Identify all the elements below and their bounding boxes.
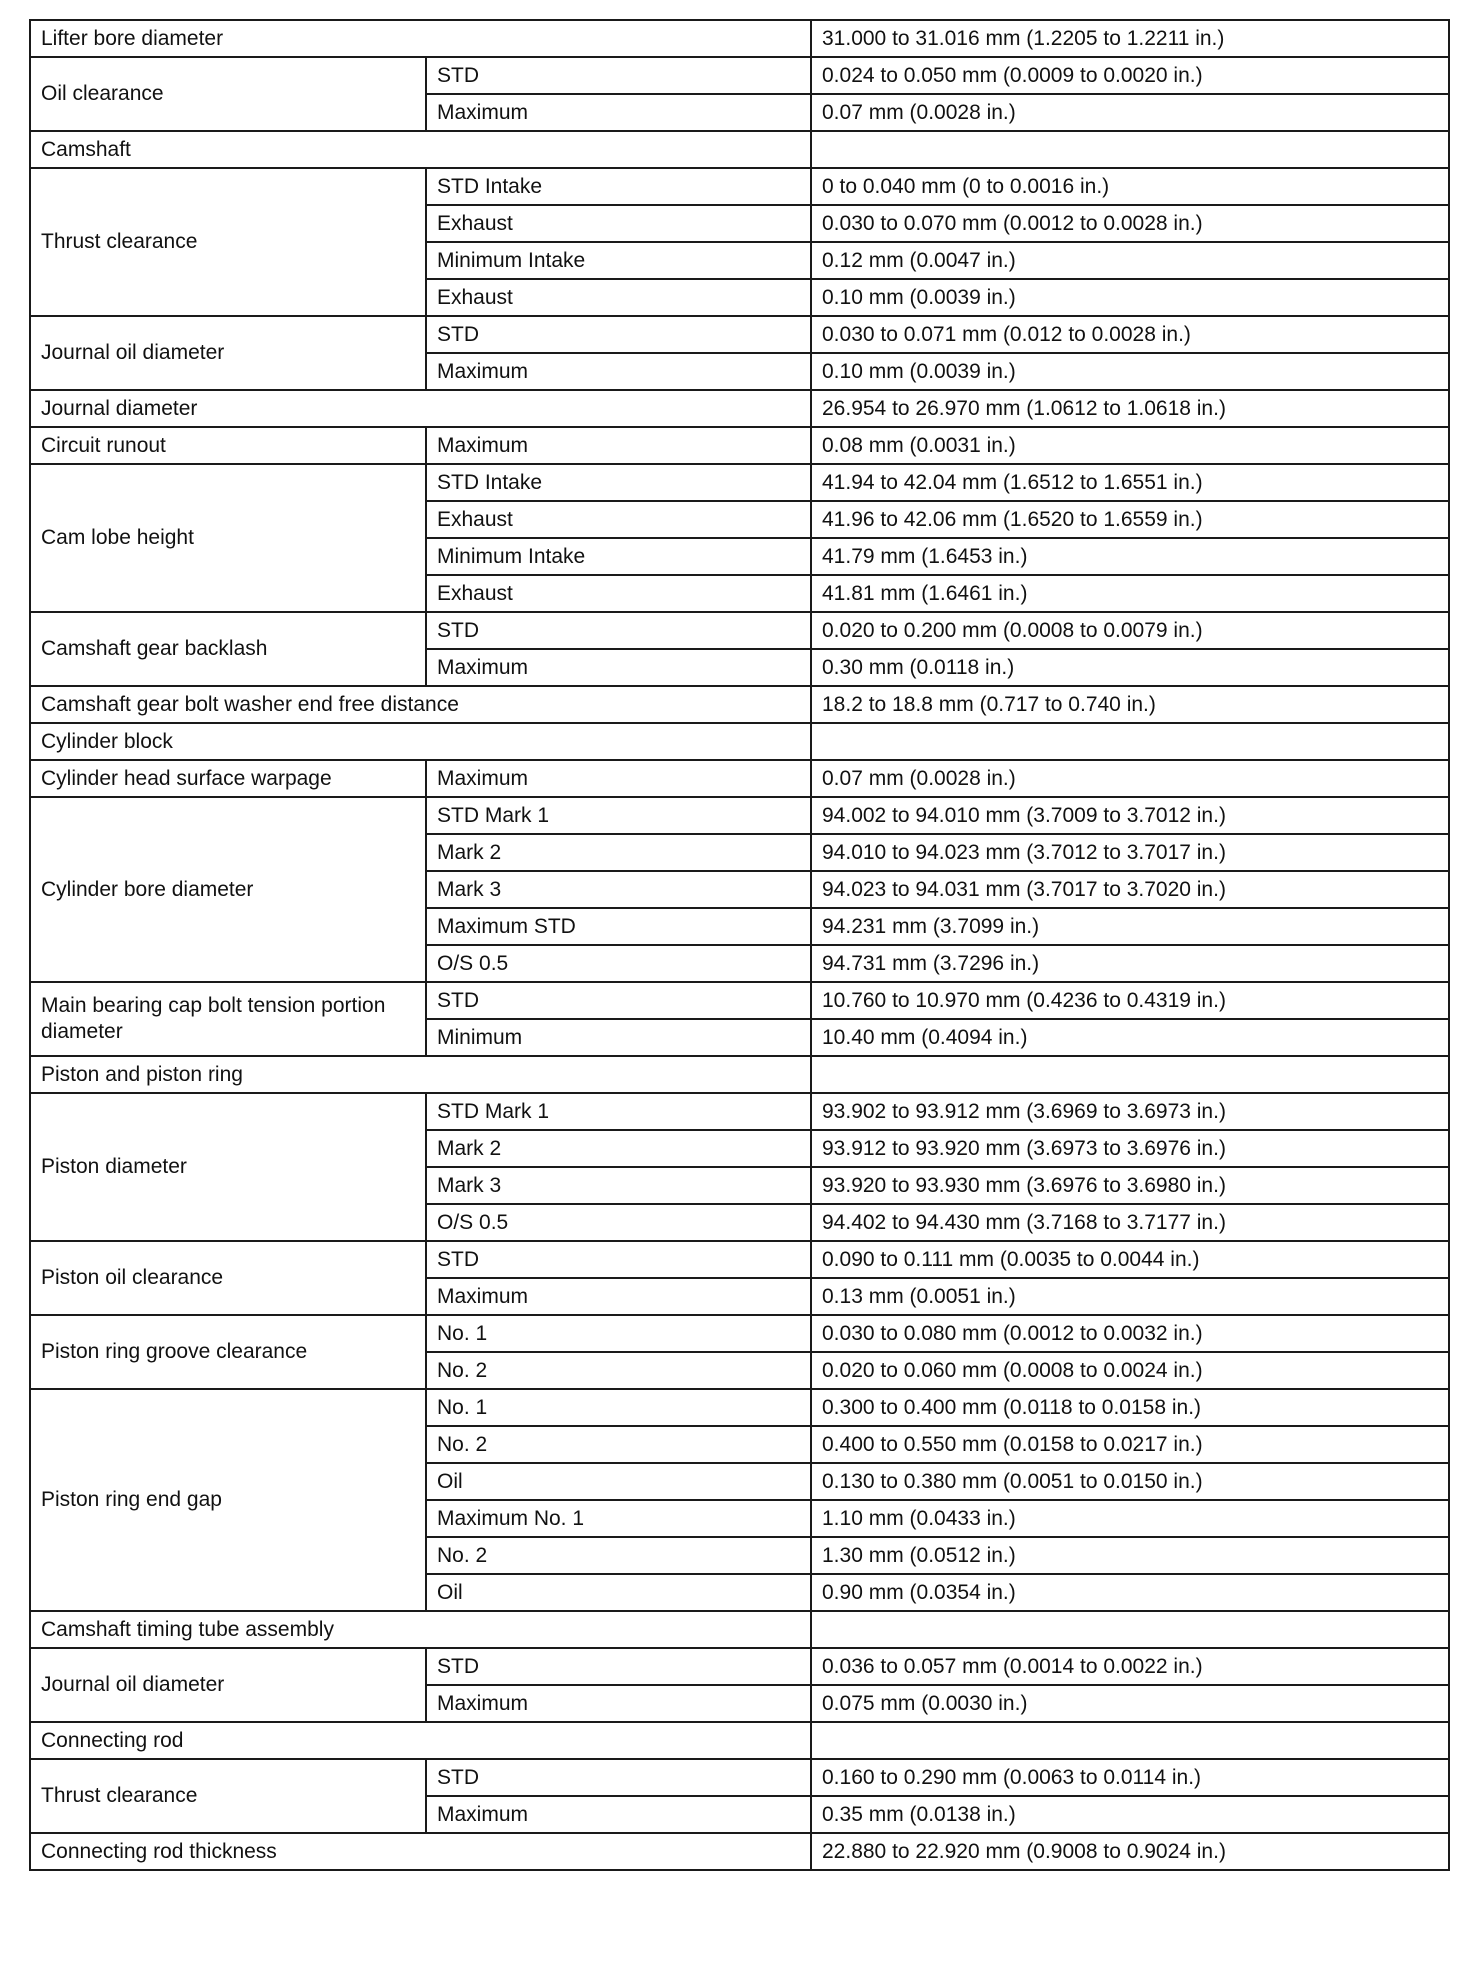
condition-label: STD Intake [426, 168, 811, 205]
spec-value: 0.020 to 0.200 mm (0.0008 to 0.0079 in.) [811, 612, 1449, 649]
spec-value: 41.94 to 42.04 mm (1.6512 to 1.6551 in.) [811, 464, 1449, 501]
item-label: Journal oil diameter [30, 316, 426, 390]
spec-value [811, 131, 1449, 168]
condition-label: Maximum [426, 649, 811, 686]
table-row [30, 760, 1449, 797]
condition-label: STD [426, 612, 811, 649]
condition-label: Oil [426, 1574, 811, 1611]
condition-label: No. 2 [426, 1537, 811, 1574]
spec-value: 0.12 mm (0.0047 in.) [811, 242, 1449, 279]
section-heading: Camshaft timing tube assembly [30, 1611, 811, 1648]
spec-value: 0.35 mm (0.0138 in.) [811, 1796, 1449, 1833]
condition-label: Exhaust [426, 501, 811, 538]
item-label: Journal oil diameter [30, 1648, 426, 1722]
spec-value: 0.090 to 0.111 mm (0.0035 to 0.0044 in.) [811, 1241, 1449, 1278]
item-label: Main bearing cap bolt tension portion diameter [30, 982, 426, 1056]
table-row [30, 1648, 1449, 1685]
spec-value: 0.90 mm (0.0354 in.) [811, 1574, 1449, 1611]
condition-label: Maximum [426, 353, 811, 390]
item-label: Camshaft gear backlash [30, 612, 426, 686]
spec-value: 22.880 to 22.920 mm (0.9008 to 0.9024 in.) [811, 1833, 1449, 1870]
condition-label: STD Intake [426, 464, 811, 501]
spec-value: 93.912 to 93.920 mm (3.6973 to 3.6976 in.) [811, 1130, 1449, 1167]
condition-label: Minimum Intake [426, 242, 811, 279]
spec-value: 0.10 mm (0.0039 in.) [811, 279, 1449, 316]
condition-label: No. 1 [426, 1315, 811, 1352]
spec-value: 0.13 mm (0.0051 in.) [811, 1278, 1449, 1315]
item-label: Cylinder head surface warpage [30, 760, 426, 797]
section-heading: Connecting rod [30, 1722, 811, 1759]
section-heading: Camshaft [30, 131, 811, 168]
spec-value: 0.07 mm (0.0028 in.) [811, 94, 1449, 131]
item-label: Piston oil clearance [30, 1241, 426, 1315]
spec-value: 94.002 to 94.010 mm (3.7009 to 3.7012 in.) [811, 797, 1449, 834]
spec-value: 0.130 to 0.380 mm (0.0051 to 0.0150 in.) [811, 1463, 1449, 1500]
item-label: Thrust clearance [30, 1759, 426, 1833]
condition-label: STD [426, 57, 811, 94]
spec-value: 0.036 to 0.057 mm (0.0014 to 0.0022 in.) [811, 1648, 1449, 1685]
spec-value: 94.731 mm (3.7296 in.) [811, 945, 1449, 982]
condition-label: Exhaust [426, 575, 811, 612]
condition-label: Maximum [426, 94, 811, 131]
spec-value [811, 1056, 1449, 1093]
condition-label: STD [426, 982, 811, 1019]
condition-label: Maximum STD [426, 908, 811, 945]
item-label: Circuit runout [30, 427, 426, 464]
item-label: Thrust clearance [30, 168, 426, 316]
table-row [30, 427, 1449, 464]
condition-label: No. 2 [426, 1352, 811, 1389]
table-row [30, 1759, 1449, 1796]
spec-value: 0.300 to 0.400 mm (0.0118 to 0.0158 in.) [811, 1389, 1449, 1426]
item-label: Piston ring groove clearance [30, 1315, 426, 1389]
item-label: Connecting rod thickness [30, 1833, 811, 1870]
spec-value: 0.030 to 0.071 mm (0.012 to 0.0028 in.) [811, 316, 1449, 353]
table-row [30, 1241, 1449, 1278]
item-label: Lifter bore diameter [30, 20, 811, 57]
condition-label: STD [426, 1759, 811, 1796]
condition-label: Minimum [426, 1019, 811, 1056]
table-row [30, 1315, 1449, 1352]
condition-label: STD Mark 1 [426, 1093, 811, 1130]
spec-value: 41.79 mm (1.6453 in.) [811, 538, 1449, 575]
table-row [30, 316, 1449, 353]
condition-label: No. 2 [426, 1426, 811, 1463]
spec-value: 26.954 to 26.970 mm (1.0612 to 1.0618 in.) [811, 390, 1449, 427]
specification-table [29, 19, 1450, 1871]
table-row [30, 168, 1449, 205]
spec-value: 94.023 to 94.031 mm (3.7017 to 3.7020 in.) [811, 871, 1449, 908]
spec-value: 18.2 to 18.8 mm (0.717 to 0.740 in.) [811, 686, 1449, 723]
spec-value [811, 723, 1449, 760]
spec-value: 94.231 mm (3.7099 in.) [811, 908, 1449, 945]
spec-value: 0.160 to 0.290 mm (0.0063 to 0.0114 in.) [811, 1759, 1449, 1796]
spec-value: 0.075 mm (0.0030 in.) [811, 1685, 1449, 1722]
condition-label: Mark 2 [426, 834, 811, 871]
spec-value: 0 to 0.040 mm (0 to 0.0016 in.) [811, 168, 1449, 205]
spec-value: 41.81 mm (1.6461 in.) [811, 575, 1449, 612]
table-row [30, 797, 1449, 834]
spec-value: 0.10 mm (0.0039 in.) [811, 353, 1449, 390]
table-row [30, 1389, 1449, 1426]
spec-value: 1.10 mm (0.0433 in.) [811, 1500, 1449, 1537]
spec-value: 0.30 mm (0.0118 in.) [811, 649, 1449, 686]
condition-label: O/S 0.5 [426, 945, 811, 982]
spec-value: 94.402 to 94.430 mm (3.7168 to 3.7177 in.) [811, 1204, 1449, 1241]
condition-label: Maximum No. 1 [426, 1500, 811, 1537]
spec-value [811, 1722, 1449, 1759]
condition-label: Mark 2 [426, 1130, 811, 1167]
table-row [30, 686, 1449, 723]
item-label: Journal diameter [30, 390, 811, 427]
section-heading: Piston and piston ring [30, 1056, 811, 1093]
item-label: Piston diameter [30, 1093, 426, 1241]
item-label: Cam lobe height [30, 464, 426, 612]
condition-label: Exhaust [426, 279, 811, 316]
condition-label: STD [426, 316, 811, 353]
spec-value: 0.07 mm (0.0028 in.) [811, 760, 1449, 797]
section-row [30, 723, 1449, 760]
condition-label: Maximum [426, 760, 811, 797]
spec-value: 31.000 to 31.016 mm (1.2205 to 1.2211 in.) [811, 20, 1449, 57]
spec-value: 94.010 to 94.023 mm (3.7012 to 3.7017 in.) [811, 834, 1449, 871]
condition-label: Maximum [426, 1796, 811, 1833]
section-row [30, 1056, 1449, 1093]
spec-value: 0.400 to 0.550 mm (0.0158 to 0.0217 in.) [811, 1426, 1449, 1463]
condition-label: No. 1 [426, 1389, 811, 1426]
spec-value: 1.30 mm (0.0512 in.) [811, 1537, 1449, 1574]
spec-value: 10.40 mm (0.4094 in.) [811, 1019, 1449, 1056]
condition-label: Maximum [426, 1685, 811, 1722]
condition-label: O/S 0.5 [426, 1204, 811, 1241]
condition-label: STD Mark 1 [426, 797, 811, 834]
section-row [30, 1722, 1449, 1759]
section-row [30, 131, 1449, 168]
condition-label: STD [426, 1241, 811, 1278]
item-label: Oil clearance [30, 57, 426, 131]
table-row [30, 1093, 1449, 1130]
condition-label: STD [426, 1648, 811, 1685]
section-heading: Cylinder block [30, 723, 811, 760]
table-row [30, 612, 1449, 649]
table-row [30, 57, 1449, 94]
condition-label: Oil [426, 1463, 811, 1500]
spec-value: 0.020 to 0.060 mm (0.0008 to 0.0024 in.) [811, 1352, 1449, 1389]
condition-label: Mark 3 [426, 1167, 811, 1204]
item-label: Piston ring end gap [30, 1389, 426, 1611]
table-row [30, 390, 1449, 427]
table-row [30, 20, 1449, 57]
table-row [30, 982, 1449, 1019]
spec-value: 93.902 to 93.912 mm (3.6969 to 3.6973 in.) [811, 1093, 1449, 1130]
item-label: Camshaft gear bolt washer end free distance [30, 686, 811, 723]
spec-value: 0.030 to 0.070 mm (0.0012 to 0.0028 in.) [811, 205, 1449, 242]
section-row [30, 1611, 1449, 1648]
condition-label: Maximum [426, 1278, 811, 1315]
spec-value: 10.760 to 10.970 mm (0.4236 to 0.4319 in.) [811, 982, 1449, 1019]
condition-label: Minimum Intake [426, 538, 811, 575]
table-row [30, 464, 1449, 501]
spec-value: 0.030 to 0.080 mm (0.0012 to 0.0032 in.) [811, 1315, 1449, 1352]
spec-value: 0.08 mm (0.0031 in.) [811, 427, 1449, 464]
spec-value: 41.96 to 42.06 mm (1.6520 to 1.6559 in.) [811, 501, 1449, 538]
condition-label: Maximum [426, 427, 811, 464]
condition-label: Exhaust [426, 205, 811, 242]
table-row [30, 1833, 1449, 1870]
spec-value: 93.920 to 93.930 mm (3.6976 to 3.6980 in.) [811, 1167, 1449, 1204]
spec-value: 0.024 to 0.050 mm (0.0009 to 0.0020 in.) [811, 57, 1449, 94]
spec-value [811, 1611, 1449, 1648]
condition-label: Mark 3 [426, 871, 811, 908]
item-label: Cylinder bore diameter [30, 797, 426, 982]
